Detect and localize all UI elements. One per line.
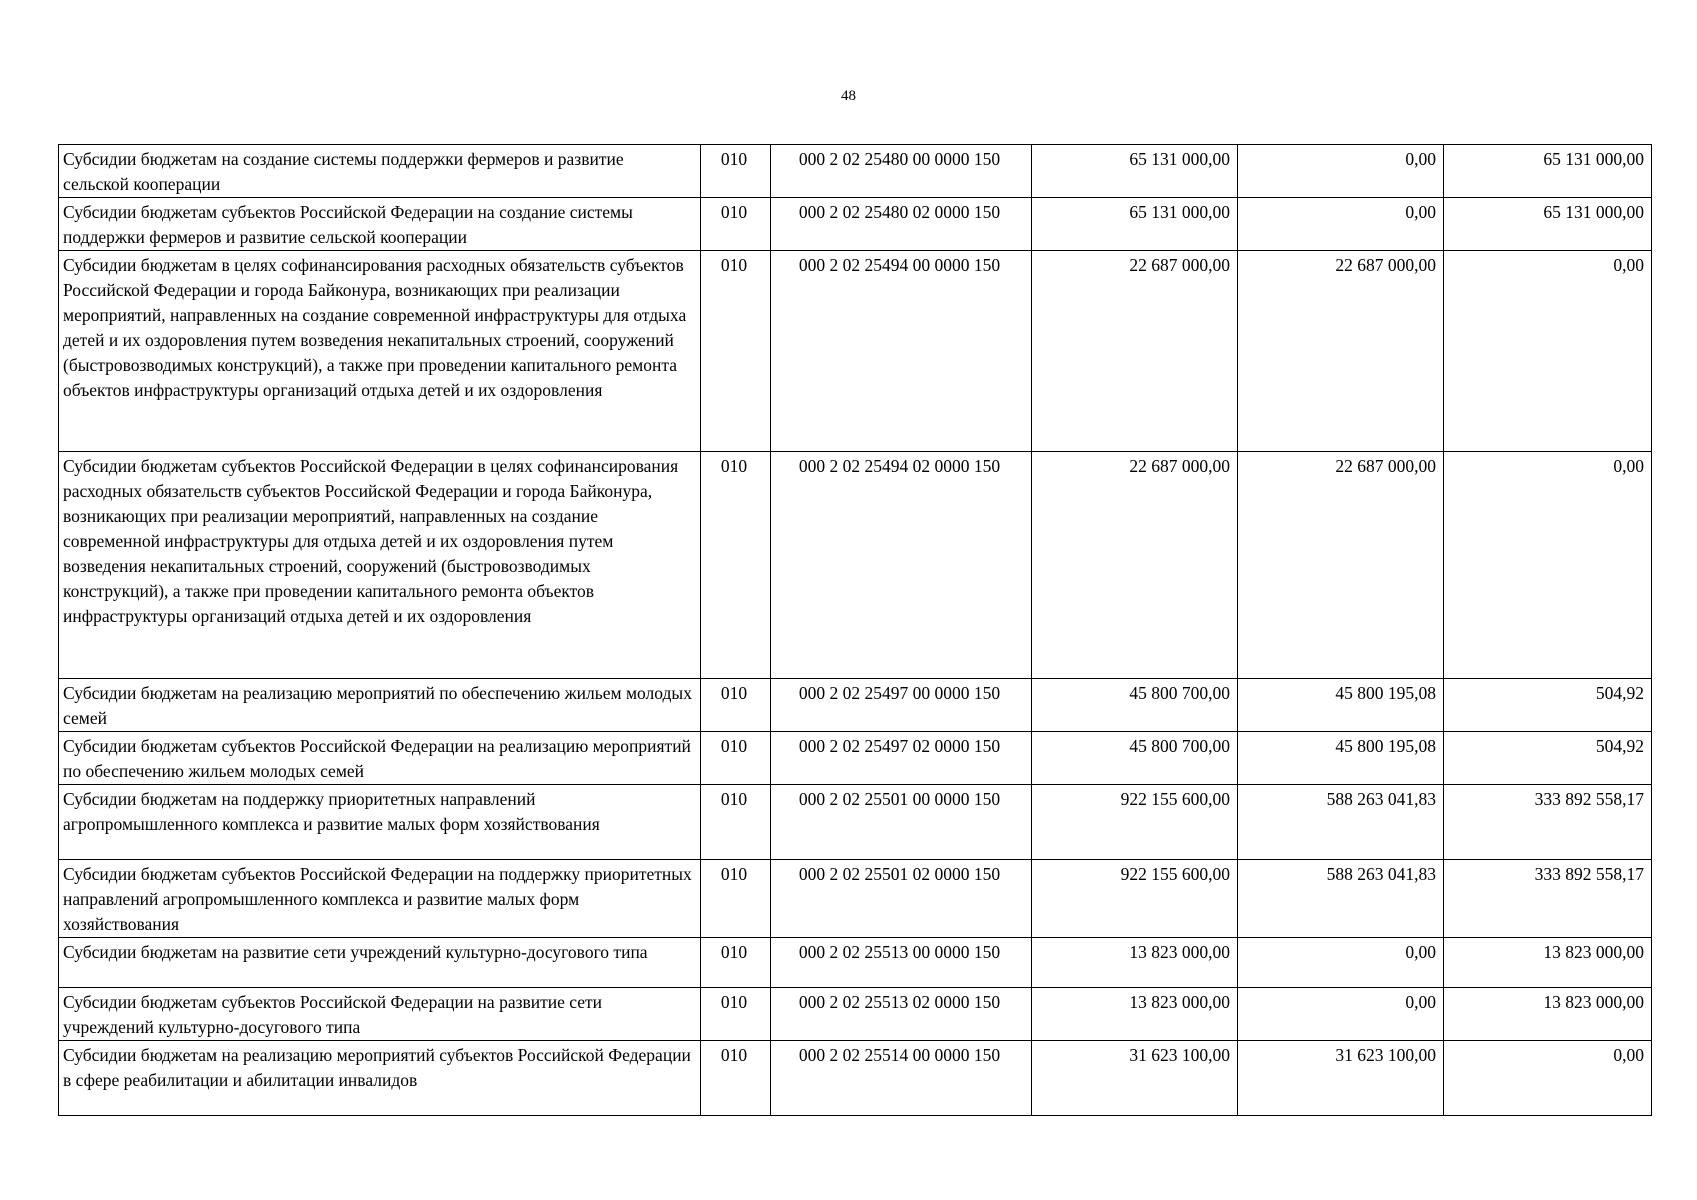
row-budget-code: 000 2 02 25480 00 0000 150 (771, 145, 1032, 198)
row-name: Субсидии бюджетам в целях софинансирования расходных обязательств субъектов Российской Федерации и города Байконура, возникающих при реализации мероприятий, направленных на создание современной инфраструктуры для отдыха детей и их оздоровления путем возведения некапитальных строений, сооружений (быстровозводимых конструкций), а также при проведении капитального ремонта объектов инфраструктуры организаций отдыха детей и их оздоровления (59, 251, 701, 452)
row-executed: 0,00 (1238, 145, 1444, 198)
row-name: Субсидии бюджетам субъектов Российской Федерации на создание системы поддержки фермеров и развитие сельской кооперации (59, 198, 701, 251)
budget-table (58, 144, 1652, 1116)
row-budget-code: 000 2 02 25513 02 0000 150 (771, 988, 1032, 1041)
row-admin-code: 010 (701, 785, 771, 860)
row-budget-code: 000 2 02 25497 00 0000 150 (771, 679, 1032, 732)
row-executed: 31 623 100,00 (1238, 1041, 1444, 1116)
row-approved: 22 687 000,00 (1032, 251, 1238, 452)
row-unexecuted: 504,92 (1444, 679, 1652, 732)
row-approved: 922 155 600,00 (1032, 860, 1238, 938)
table-row (59, 785, 1652, 860)
row-admin-code: 010 (701, 938, 771, 988)
row-unexecuted: 333 892 558,17 (1444, 860, 1652, 938)
row-executed: 0,00 (1238, 988, 1444, 1041)
row-unexecuted: 0,00 (1444, 1041, 1652, 1116)
row-budget-code: 000 2 02 25514 00 0000 150 (771, 1041, 1032, 1116)
table-row (59, 198, 1652, 251)
row-admin-code: 010 (701, 198, 771, 251)
row-approved: 65 131 000,00 (1032, 145, 1238, 198)
row-executed: 0,00 (1238, 198, 1444, 251)
row-executed: 588 263 041,83 (1238, 785, 1444, 860)
row-name: Субсидии бюджетам субъектов Российской Федерации на развитие сети учреждений культурно-досугового типа (59, 988, 701, 1041)
table-row (59, 452, 1652, 679)
row-approved: 13 823 000,00 (1032, 988, 1238, 1041)
table-row (59, 988, 1652, 1041)
table-row (59, 938, 1652, 988)
row-name: Субсидии бюджетам субъектов Российской Федерации в целях софинансирования расходных обязательств субъектов Российской Федерации и города Байконура, возникающих при реализации мероприятий, направленных на создание современной инфраструктуры для отдыха детей и их оздоровления путем возведения некапитальных строений, сооружений (быстровозводимых конструкций), а также при проведении капитального ремонта объектов инфраструктуры организаций отдыха детей и их оздоровления (59, 452, 701, 679)
table-row (59, 860, 1652, 938)
row-approved: 31 623 100,00 (1032, 1041, 1238, 1116)
row-executed: 45 800 195,08 (1238, 679, 1444, 732)
row-budget-code: 000 2 02 25501 02 0000 150 (771, 860, 1032, 938)
row-budget-code: 000 2 02 25494 00 0000 150 (771, 251, 1032, 452)
page-number: 48 (841, 88, 856, 104)
row-unexecuted: 333 892 558,17 (1444, 785, 1652, 860)
row-unexecuted: 504,92 (1444, 732, 1652, 785)
table-row (59, 251, 1652, 452)
row-unexecuted: 0,00 (1444, 251, 1652, 452)
row-executed: 22 687 000,00 (1238, 452, 1444, 679)
row-approved: 45 800 700,00 (1032, 732, 1238, 785)
row-unexecuted: 0,00 (1444, 452, 1652, 679)
row-admin-code: 010 (701, 452, 771, 679)
row-budget-code: 000 2 02 25501 00 0000 150 (771, 785, 1032, 860)
row-unexecuted: 13 823 000,00 (1444, 988, 1652, 1041)
row-name: Субсидии бюджетам на реализацию мероприятий по обеспечению жильем молодых семей (59, 679, 701, 732)
row-name: Субсидии бюджетам на развитие сети учреждений культурно-досугового типа (59, 938, 701, 988)
row-executed: 0,00 (1238, 938, 1444, 988)
row-approved: 45 800 700,00 (1032, 679, 1238, 732)
row-admin-code: 010 (701, 732, 771, 785)
row-budget-code: 000 2 02 25513 00 0000 150 (771, 938, 1032, 988)
row-executed: 588 263 041,83 (1238, 860, 1444, 938)
row-approved: 22 687 000,00 (1032, 452, 1238, 679)
row-admin-code: 010 (701, 145, 771, 198)
row-name: Субсидии бюджетам на поддержку приоритетных направлений агропромышленного комплекса и развитие малых форм хозяйствования (59, 785, 701, 860)
row-name: Субсидии бюджетам субъектов Российской Федерации на поддержку приоритетных направлений агропромышленного комплекса и развитие малых форм хозяйствования (59, 860, 701, 938)
row-name: Субсидии бюджетам субъектов Российской Федерации на реализацию мероприятий по обеспечению жильем молодых семей (59, 732, 701, 785)
row-name: Субсидии бюджетам на реализацию мероприятий субъектов Российской Федерации в сфере реабилитации и абилитации инвалидов (59, 1041, 701, 1116)
row-admin-code: 010 (701, 251, 771, 452)
row-executed: 45 800 195,08 (1238, 732, 1444, 785)
row-name: Субсидии бюджетам на создание системы поддержки фермеров и развитие сельской кооперации (59, 145, 701, 198)
table-row (59, 732, 1652, 785)
row-admin-code: 010 (701, 860, 771, 938)
row-budget-code: 000 2 02 25497 02 0000 150 (771, 732, 1032, 785)
row-budget-code: 000 2 02 25480 02 0000 150 (771, 198, 1032, 251)
row-unexecuted: 65 131 000,00 (1444, 145, 1652, 198)
row-admin-code: 010 (701, 988, 771, 1041)
row-budget-code: 000 2 02 25494 02 0000 150 (771, 452, 1032, 679)
table-row (59, 145, 1652, 198)
row-approved: 65 131 000,00 (1032, 198, 1238, 251)
table-row (59, 679, 1652, 732)
row-unexecuted: 13 823 000,00 (1444, 938, 1652, 988)
table-row (59, 1041, 1652, 1116)
row-admin-code: 010 (701, 679, 771, 732)
row-executed: 22 687 000,00 (1238, 251, 1444, 452)
row-admin-code: 010 (701, 1041, 771, 1116)
row-unexecuted: 65 131 000,00 (1444, 198, 1652, 251)
row-approved: 922 155 600,00 (1032, 785, 1238, 860)
row-approved: 13 823 000,00 (1032, 938, 1238, 988)
